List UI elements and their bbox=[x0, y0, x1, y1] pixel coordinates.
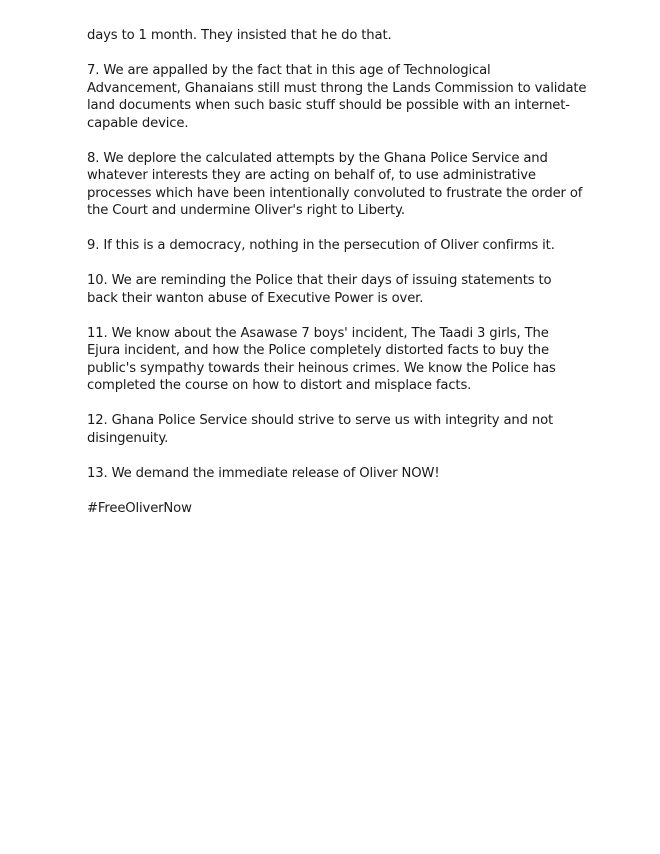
text-line: Ejura incident, and how the Police completely distorted facts to buy the bbox=[87, 343, 549, 358]
text-line: land documents when such basic stuff should be possible with an internet- bbox=[87, 98, 570, 113]
text-line: completed the course on how to distort and misplace facts. bbox=[87, 378, 472, 393]
text-line: 8. We deplore the calculated attempts by the Ghana Police Service and bbox=[87, 150, 548, 166]
paragraph-8 bbox=[87, 150, 607, 220]
text-line: Advancement, Ghanaians still must throng the Lands Commission to validate bbox=[87, 80, 587, 96]
text-line: capable device. bbox=[87, 115, 189, 131]
text-line: 12. Ghana Police Service should strive to serve us with integrity and not bbox=[87, 413, 554, 428]
hashtag bbox=[87, 500, 607, 518]
text-line: whatever interests they are acting on behalf of, to use administrative bbox=[87, 168, 536, 183]
text-line: processes which have been intentionally convoluted to frustrate the order of bbox=[87, 185, 583, 201]
paragraph-7 bbox=[87, 62, 607, 132]
text-line: public's sympathy towards their heinous crimes. We know the Police has bbox=[87, 360, 556, 376]
paragraph-12 bbox=[87, 412, 607, 447]
text-line: days to 1 month. They insisted that he do that. bbox=[87, 28, 392, 43]
text-line: back their wanton abuse of Executive Power is over. bbox=[87, 290, 424, 306]
text-line: 11. We know about the Asawase 7 boys' incident, The Taadi 3 girls, The bbox=[87, 325, 549, 341]
paragraph-9 bbox=[87, 237, 607, 255]
text-line: 13. We demand the immediate release of Oliver NOW! bbox=[87, 465, 440, 481]
text-line: #FreeOliverNow bbox=[87, 500, 192, 516]
text-line: 7. We are appalled by the fact that in this age of Technological bbox=[87, 63, 491, 78]
paragraph-11 bbox=[87, 325, 607, 395]
text-line: 9. If this is a democracy, nothing in the persecution of Oliver confirms it. bbox=[87, 238, 555, 253]
text-line: the Court and undermine Oliver's right to Liberty. bbox=[87, 203, 405, 218]
text-line: disingenuity. bbox=[87, 430, 169, 446]
text-line: 10. We are reminding the Police that their days of issuing statements to bbox=[87, 273, 552, 288]
paragraph-intro-continuation bbox=[87, 27, 607, 45]
document-body bbox=[87, 27, 607, 535]
paragraph-13 bbox=[87, 465, 607, 483]
paragraph-10 bbox=[87, 272, 607, 307]
